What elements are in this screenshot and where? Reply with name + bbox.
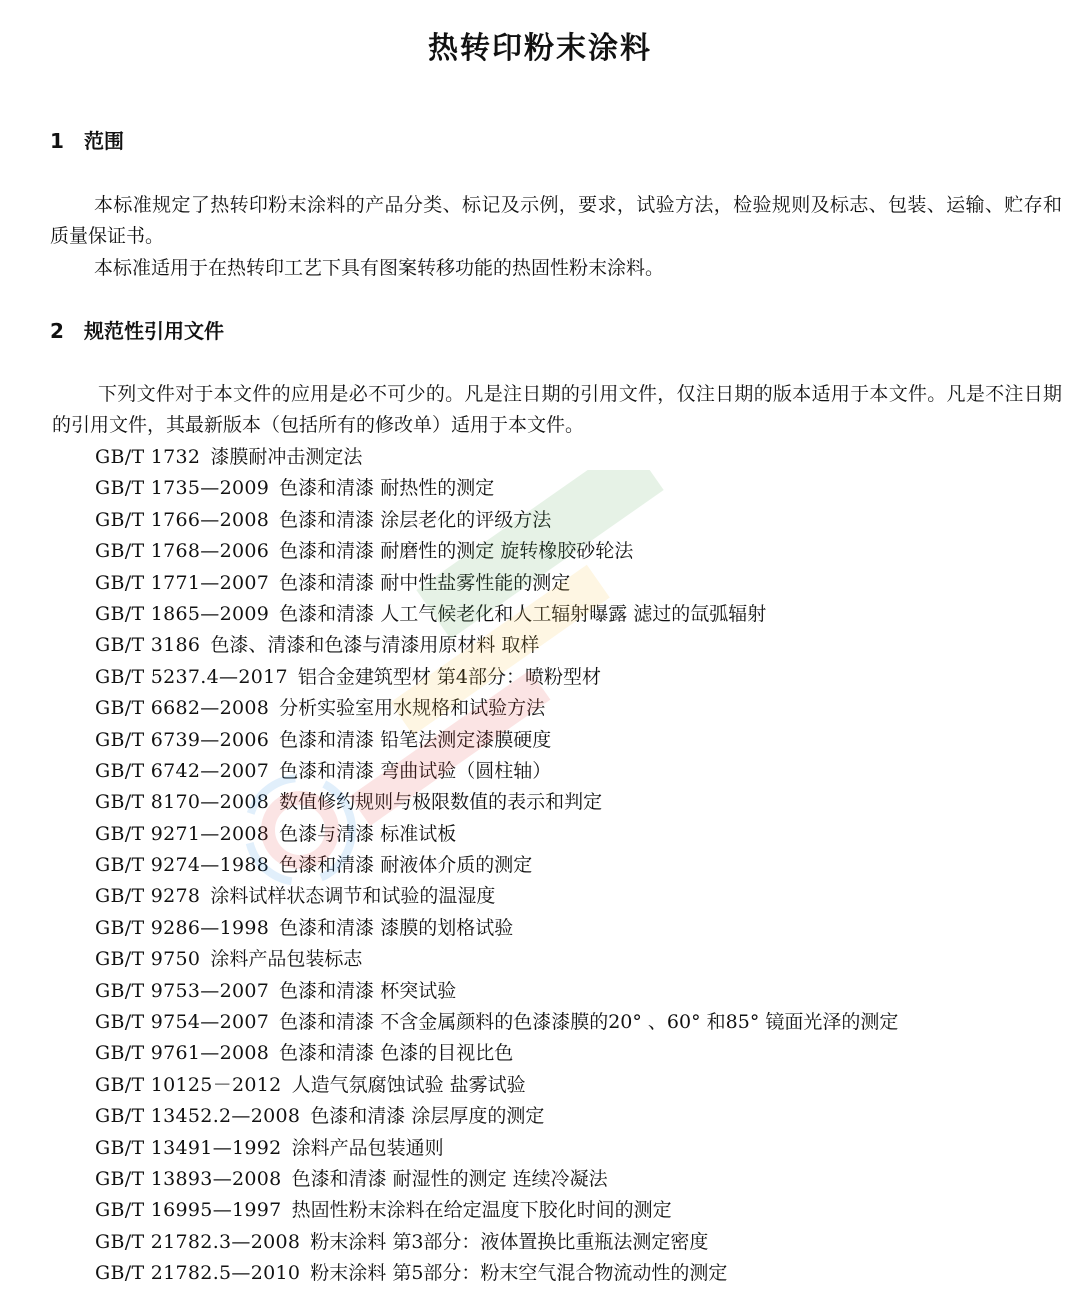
reference-title: 粉末涂料 第3部分：液体置换比重瓶法测定密度 [310, 1230, 709, 1253]
reference-item [95, 1101, 1055, 1132]
reference-title: 色漆和清漆 不含金属颜料的色漆漆膜的20° 、60° 和85° 镜面光泽的测定 [279, 1011, 899, 1034]
reference-item [95, 944, 1055, 975]
reference-item [95, 1258, 1055, 1289]
reference-code: GB/T 1865—2009 [95, 602, 270, 625]
reference-item [95, 1133, 1055, 1164]
reference-item [95, 599, 1055, 630]
reference-title: 色漆和清漆 铅笔法测定漆膜硬度 [279, 728, 552, 751]
reference-code: GB/T 1768—2006 [95, 540, 270, 563]
reference-code: GB/T 10125－2012 [95, 1073, 282, 1096]
reference-item [95, 756, 1055, 787]
reference-code: GB/T 6682—2008 [95, 697, 270, 720]
reference-item [95, 1038, 1055, 1069]
reference-code: GB/T 8170—2008 [95, 791, 270, 814]
reference-item [95, 473, 1055, 504]
reference-code: GB/T 1735—2009 [95, 477, 270, 500]
reference-code: GB/T 13491—1992 [95, 1136, 282, 1159]
reference-code: GB/T 1771—2007 [95, 571, 270, 594]
reference-code: GB/T 9278 [95, 885, 201, 908]
section-title: 规范性引用文件 [84, 319, 224, 343]
reference-title: 涂料试样状态调节和试验的温湿度 [210, 885, 496, 908]
reference-code: GB/T 9286—1998 [95, 916, 270, 939]
reference-code: GB/T 3186 [95, 634, 201, 657]
reference-code: GB/T 13893—2008 [95, 1167, 282, 1190]
reference-item [95, 442, 1055, 473]
reference-title: 数值修约规则与极限数值的表示和判定 [279, 791, 603, 814]
reference-title: 分析实验室用水规格和试验方法 [279, 697, 546, 720]
reference-code: GB/T 6739—2006 [95, 728, 270, 751]
reference-code: GB/T 9274—1988 [95, 854, 270, 877]
reference-item [95, 819, 1055, 850]
reference-title: 色漆和清漆 耐液体介质的测定 [279, 854, 533, 877]
reference-item [95, 976, 1055, 1007]
reference-item [95, 881, 1055, 912]
reference-title: 铝合金建筑型材 第4部分：喷粉型材 [297, 665, 602, 688]
reference-code: GB/T 6742—2007 [95, 759, 270, 782]
reference-item [95, 850, 1055, 881]
reference-code: GB/T 21782.3—2008 [95, 1230, 301, 1253]
reference-code: GB/T 21782.5—2010 [95, 1262, 301, 1285]
reference-code: GB/T 1766—2008 [95, 508, 270, 531]
reference-title: 色漆和清漆 耐磨性的测定 旋转橡胶砂轮法 [279, 540, 634, 563]
reference-title: 粉末涂料 第5部分：粉末空气混合物流动性的测定 [310, 1262, 728, 1285]
reference-code: GB/T 9753—2007 [95, 979, 270, 1002]
scope-paragraph-2: 本标准适用于在热转印工艺下具有图案转移功能的热固性粉末涂料。 [94, 257, 665, 279]
reference-item [95, 1164, 1055, 1195]
reference-list [95, 442, 1055, 1290]
reference-title: 色漆和清漆 弯曲试验（圆柱轴） [279, 759, 552, 782]
reference-item [95, 1007, 1055, 1038]
reference-title: 色漆、清漆和色漆与清漆用原材料 取样 [210, 634, 540, 657]
reference-item [95, 693, 1055, 724]
reference-title: 热固性粉末涂料在给定温度下胶化时间的测定 [291, 1199, 672, 1222]
reference-code: GB/T 13452.2—2008 [95, 1105, 301, 1128]
reference-item [95, 1227, 1055, 1258]
reference-title: 色漆和清漆 杯突试验 [279, 979, 457, 1002]
reference-title: 色漆和清漆 人工气候老化和人工辐射曝露 滤过的氙弧辐射 [279, 602, 767, 625]
section-number: 2 [50, 319, 64, 343]
reference-item [95, 1195, 1055, 1226]
reference-title: 色漆和清漆 耐热性的测定 [279, 477, 495, 500]
document-title: 热转印粉末涂料 [428, 31, 652, 66]
reference-item [95, 1070, 1055, 1101]
references-intro-paragraph: 下列文件对于本文件的应用是必不可少的。凡是注日期的引用文件，仅注日期的版本适用于本文件。凡是不注日期的引用文件，其最新版本（包括所有的修改单）适用于本文件。 [52, 383, 1062, 436]
reference-title: 涂料产品包装通则 [291, 1136, 444, 1159]
section-title: 范围 [84, 129, 124, 153]
reference-item [95, 787, 1055, 818]
section-heading-scope [50, 126, 124, 156]
reference-title: 色漆和清漆 耐中性盐雾性能的测定 [279, 571, 571, 594]
reference-code: GB/T 9271—2008 [95, 822, 270, 845]
reference-title: 色漆和清漆 涂层厚度的测定 [310, 1105, 545, 1128]
reference-code: GB/T 1732 [95, 446, 201, 468]
section-number: 1 [50, 129, 64, 153]
reference-code: GB/T 9754—2007 [95, 1011, 270, 1034]
reference-item [95, 568, 1055, 599]
reference-item [95, 725, 1055, 756]
reference-code: GB/T 9761—2008 [95, 1042, 270, 1065]
reference-title: 色漆与清漆 标准试板 [279, 822, 457, 845]
reference-title: 漆膜耐冲击测定法 [210, 446, 363, 468]
reference-title: 色漆和清漆 漆膜的划格试验 [279, 916, 514, 939]
reference-item [95, 662, 1055, 693]
reference-code: GB/T 5237.4—2017 [95, 665, 288, 688]
reference-item [95, 536, 1055, 567]
reference-item [95, 913, 1055, 944]
reference-title: 色漆和清漆 耐湿性的测定 连续冷凝法 [291, 1167, 608, 1190]
reference-code: GB/T 9750 [95, 948, 201, 971]
section-heading-normative-references [50, 316, 224, 346]
reference-title: 人造气氛腐蚀试验 盐雾试验 [291, 1073, 526, 1096]
reference-item [95, 630, 1055, 661]
reference-title: 色漆和清漆 色漆的目视比色 [279, 1042, 514, 1065]
reference-title: 色漆和清漆 涂层老化的评级方法 [279, 508, 552, 531]
reference-code: GB/T 16995—1997 [95, 1199, 282, 1222]
reference-title: 涂料产品包装标志 [210, 948, 363, 971]
scope-paragraph-1: 本标准规定了热转印粉末涂料的产品分类、标记及示例，要求，试验方法，检验规则及标志、包装、运输、贮存和质量保证书。 [50, 194, 1062, 247]
reference-item [95, 505, 1055, 536]
